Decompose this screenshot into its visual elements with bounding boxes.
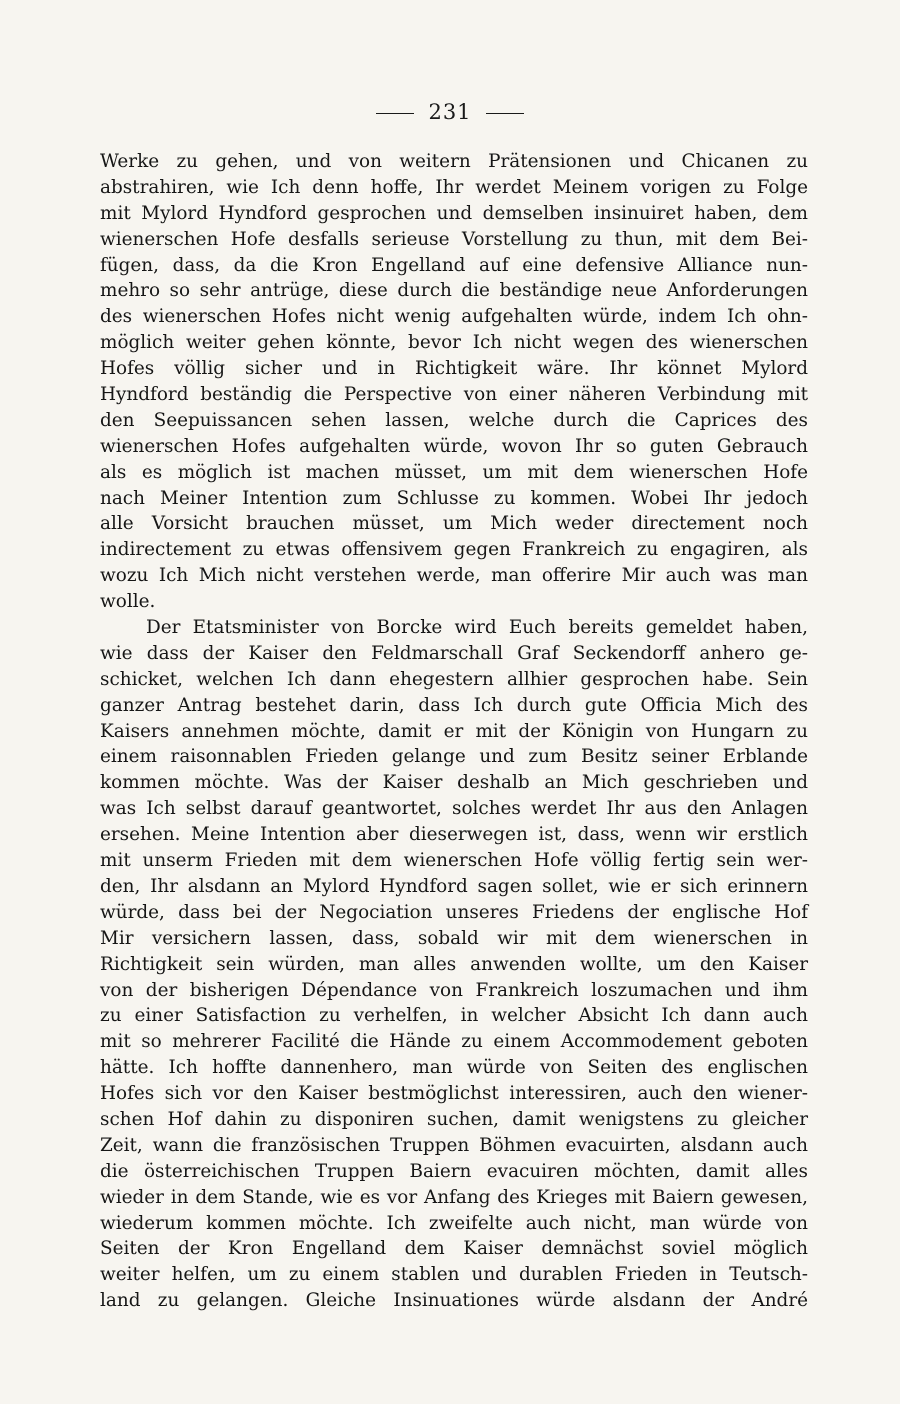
text-line: alle Vorsicht brauchen müsset, um Mich weder directement noch <box>100 513 808 535</box>
text-line: mit unserm Frieden mit dem wienerschen Hofe völlig fertig sein wer- <box>100 850 808 872</box>
text-line: Werke zu gehen, und von weitern Prätensionen und Chicanen zu <box>100 151 808 172</box>
text-line: als es möglich ist machen müsset, um mit dem wienerschen Hofe <box>100 461 808 483</box>
text-line: indirectement zu etwas offensivem gegen Frankreich zu engagiren, als <box>100 539 808 561</box>
text-line: was Ich selbst darauf geantwortet, solches werdet Ihr aus den Anlagen <box>100 798 808 820</box>
text-line: ersehen. Meine Intention aber dieserwegen ist, dass, wenn wir erstlich <box>100 824 808 846</box>
text-line: mit so mehrerer Facilité die Hände zu einem Accommodement geboten <box>100 1031 808 1053</box>
text-line: Seiten der Kron Engelland dem Kaiser demnächst soviel möglich <box>100 1238 808 1260</box>
text-line: mehro so sehr antrüge, diese durch die beständige neue Anforderungen <box>100 280 808 302</box>
paragraph-start-line: Der Etatsminister von Borcke wird Euch bereits gemeldet haben, <box>146 617 808 639</box>
text-line: würde, dass bei der Negociation unseres Friedens der englische Hof <box>100 901 808 923</box>
text-line: wozu Ich Mich nicht verstehen werde, man offerire Mir auch was man <box>100 565 808 587</box>
text-line: kommen möchte. Was der Kaiser deshalb an Mich geschrieben und <box>100 772 808 794</box>
text-line: die österreichischen Truppen Baiern evacuiren möchten, damit alles <box>100 1160 808 1182</box>
text-line: ganzer Antrag bestehet darin, dass Ich durch gute Officia Mich des <box>100 694 808 716</box>
text-line: wie dass der Kaiser den Feldmarschall Graf Seckendorff anhero ge- <box>100 642 808 664</box>
text-line: abstrahiren, wie Ich denn hoffe, Ihr werdet Meinem vorigen zu Folge <box>100 176 808 198</box>
header-dash-left <box>376 113 414 114</box>
text-line: mit Mylord Hyndford gesprochen und demselben insinuiret haben, dem <box>100 202 808 224</box>
text-line: fügen, dass, da die Kron Engelland auf eine defensive Alliance nun- <box>100 254 808 276</box>
text-line: Hofes sich vor den Kaiser bestmöglichst interessiren, auch den wiener- <box>100 1083 808 1105</box>
text-line: den Seepuissancen sehen lassen, welche durch die Caprices des <box>100 409 808 431</box>
text-line: wienerschen Hofes aufgehalten würde, wovon Ihr so guten Gebrauch <box>100 435 808 457</box>
text-line: Zeit, wann die französischen Truppen Böhmen evacuirten, alsdann auch <box>100 1134 808 1156</box>
text-line: Richtigkeit sein würden, man alles anwenden wollte, um den Kaiser <box>100 953 808 975</box>
text-line: des wienerschen Hofes nicht wenig aufgehalten würde, indem Ich ohn- <box>100 306 808 328</box>
text-line: Hyndford beständig die Perspective von einer näheren Verbindung mit <box>100 384 808 406</box>
header-dash-right <box>486 113 524 114</box>
text-line: wiederum kommen möchte. Ich zweifelte auch nicht, man würde von <box>100 1212 808 1234</box>
paragraph-end-line: wolle. <box>100 591 156 613</box>
text-line: Kaisers annehmen möchte, damit er mit der Königin von Hungarn zu <box>100 720 808 742</box>
text-line: wieder in dem Stande, wie es vor Anfang des Krieges mit Baiern gewesen, <box>100 1186 808 1208</box>
text-line: weiter helfen, um zu einem stablen und durablen Frieden in Teutsch- <box>100 1264 808 1286</box>
body-text <box>100 149 808 1314</box>
text-line: zu einer Satisfaction zu verhelfen, in welcher Absicht Ich dann auch <box>100 1005 808 1027</box>
text-line: von der bisherigen Dépendance von Frankreich loszumachen und ihm <box>100 979 808 1001</box>
text-line: schicket, welchen Ich dann ehegestern allhier gesprochen habe. Sein <box>100 668 808 690</box>
text-line: den, Ihr alsdann an Mylord Hyndford sagen sollet, wie er sich erinnern <box>100 875 808 897</box>
text-line: Hofes völlig sicher und in Richtigkeit wäre. Ihr könnet Mylord <box>100 358 808 380</box>
text-line: wienerschen Hofe desfalls serieuse Vorstellung zu thun, mit dem Bei- <box>100 228 808 250</box>
text-line: schen Hof dahin zu disponiren suchen, damit wenigstens zu gleicher <box>100 1108 808 1130</box>
page-number: 231 <box>428 100 472 124</box>
text-line: hätte. Ich hoffte dannenhero, man würde von Seiten des englischen <box>100 1057 808 1079</box>
text-line: land zu gelangen. Gleiche Insinuationes würde alsdann der André <box>100 1290 808 1312</box>
page-header <box>0 100 900 124</box>
text-line: nach Meiner Intention zum Schlusse zu kommen. Wobei Ihr jedoch <box>100 487 808 509</box>
text-line: einem raisonnablen Frieden gelange und zum Besitz seiner Erblande <box>100 746 808 768</box>
text-line: möglich weiter gehen könnte, bevor Ich nicht wegen des wienerschen <box>100 332 808 354</box>
text-line: Mir versichern lassen, dass, sobald wir mit dem wienerschen in <box>100 927 808 949</box>
